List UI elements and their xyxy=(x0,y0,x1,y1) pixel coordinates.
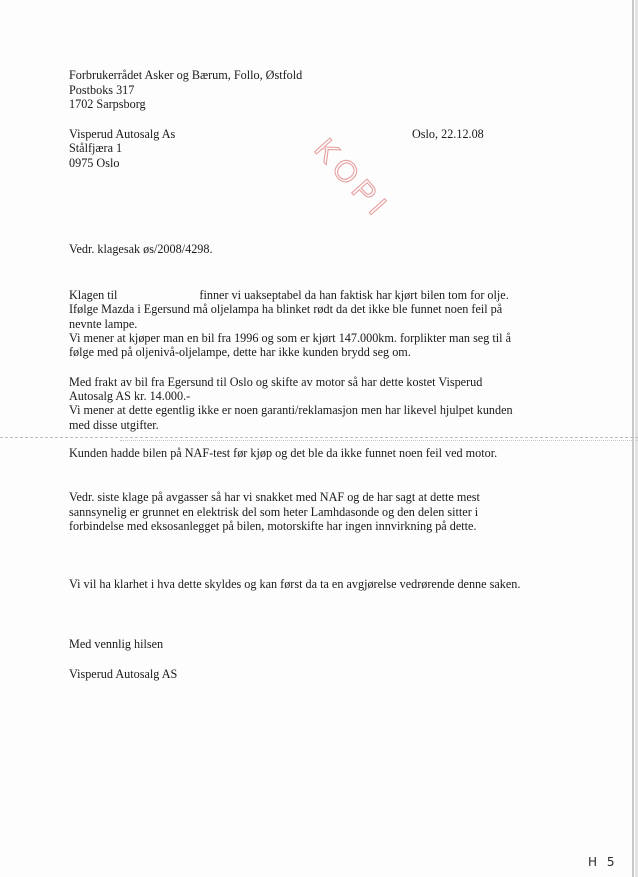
recipient-line-1: Forbrukerrådet Asker og Bærum, Follo, Østfold xyxy=(69,68,303,82)
sender-street: Stålfjæra 1 xyxy=(69,141,123,155)
kopi-stamp xyxy=(305,130,415,240)
paragraph-3: Kunden hadde bilen på NAF-test før kjøp og det ble da ikke funnet noen feil ved motor. xyxy=(69,446,498,460)
paragraph-1-line-4: Vi mener at kjøper man en bil fra 1996 og som er kjørt 147.000km. forplikter man seg til å xyxy=(69,331,511,345)
signature: Visperud Autosalg AS xyxy=(69,667,178,681)
closing-greeting: Med vennlig hilsen xyxy=(69,637,164,651)
paragraph-2-line-4: med disse utgifter. xyxy=(69,418,159,432)
paragraph-1-line-1-end: finner vi uakseptabel da han faktisk har kjørt bilen tom for olje. xyxy=(199,288,509,302)
kopi-stamp-text: KOPI xyxy=(307,132,397,226)
paragraph-1-line-5: følge med på oljenivå-oljelampe, dette har ikke kunden brydd seg om. xyxy=(69,345,411,359)
paragraph-4-line-2: sannsynelig er grunnet en elektrisk del som heter Lamhdasonde og den delen sitter i xyxy=(69,505,479,519)
handwritten-page-mark: H 5 xyxy=(588,855,618,869)
paragraph-4-line-1: Vedr. siste klage på avgasser så har vi snakket med NAF og de har sagt at dette mest xyxy=(69,490,480,504)
paragraph-1-line-2: Ifølge Mazda i Egersund må oljelampa ha blinket rødt da det ikke ble funnet noen feil på xyxy=(69,302,503,316)
paragraph-1-line-1 xyxy=(69,288,509,302)
subject-line: Vedr. klagesak øs/2008/4298. xyxy=(69,242,213,256)
paragraph-2-line-1: Med frakt av bil fra Egersund til Oslo og skifte av motor så har dette kostet Visperud xyxy=(69,375,483,389)
recipient-line-3: 1702 Sarpsborg xyxy=(69,97,146,111)
sender-name: Visperud Autosalg As xyxy=(69,127,176,141)
paragraph-5: Vi vil ha klarhet i hva dette skyldes og kan først da ta en avgjørelse vedrørende denne saken. xyxy=(69,577,521,591)
paragraph-2-line-2: Autosalg AS kr. 14.000.- xyxy=(69,389,191,403)
scan-edge-shadow xyxy=(632,0,634,877)
paragraph-1-line-1-start: Klagen til xyxy=(69,288,118,302)
scan-artifact-line xyxy=(0,437,638,438)
paragraph-4-line-3: forbindelse med eksosanlegget på bilen, motorskifte har ingen innvirkning på dette. xyxy=(69,519,477,533)
place-date: Oslo, 22.12.08 xyxy=(412,127,484,141)
paragraph-2-line-3: Vi mener at dette egentlig ikke er noen garanti/reklamasjon men har likevel hjulpet kunden xyxy=(69,403,513,417)
sender-postal: 0975 Oslo xyxy=(69,156,120,170)
scan-artifact-line-secondary xyxy=(120,440,638,441)
recipient-line-2: Postboks 317 xyxy=(69,83,135,97)
paragraph-1-line-3: nevnte lampe. xyxy=(69,317,138,331)
